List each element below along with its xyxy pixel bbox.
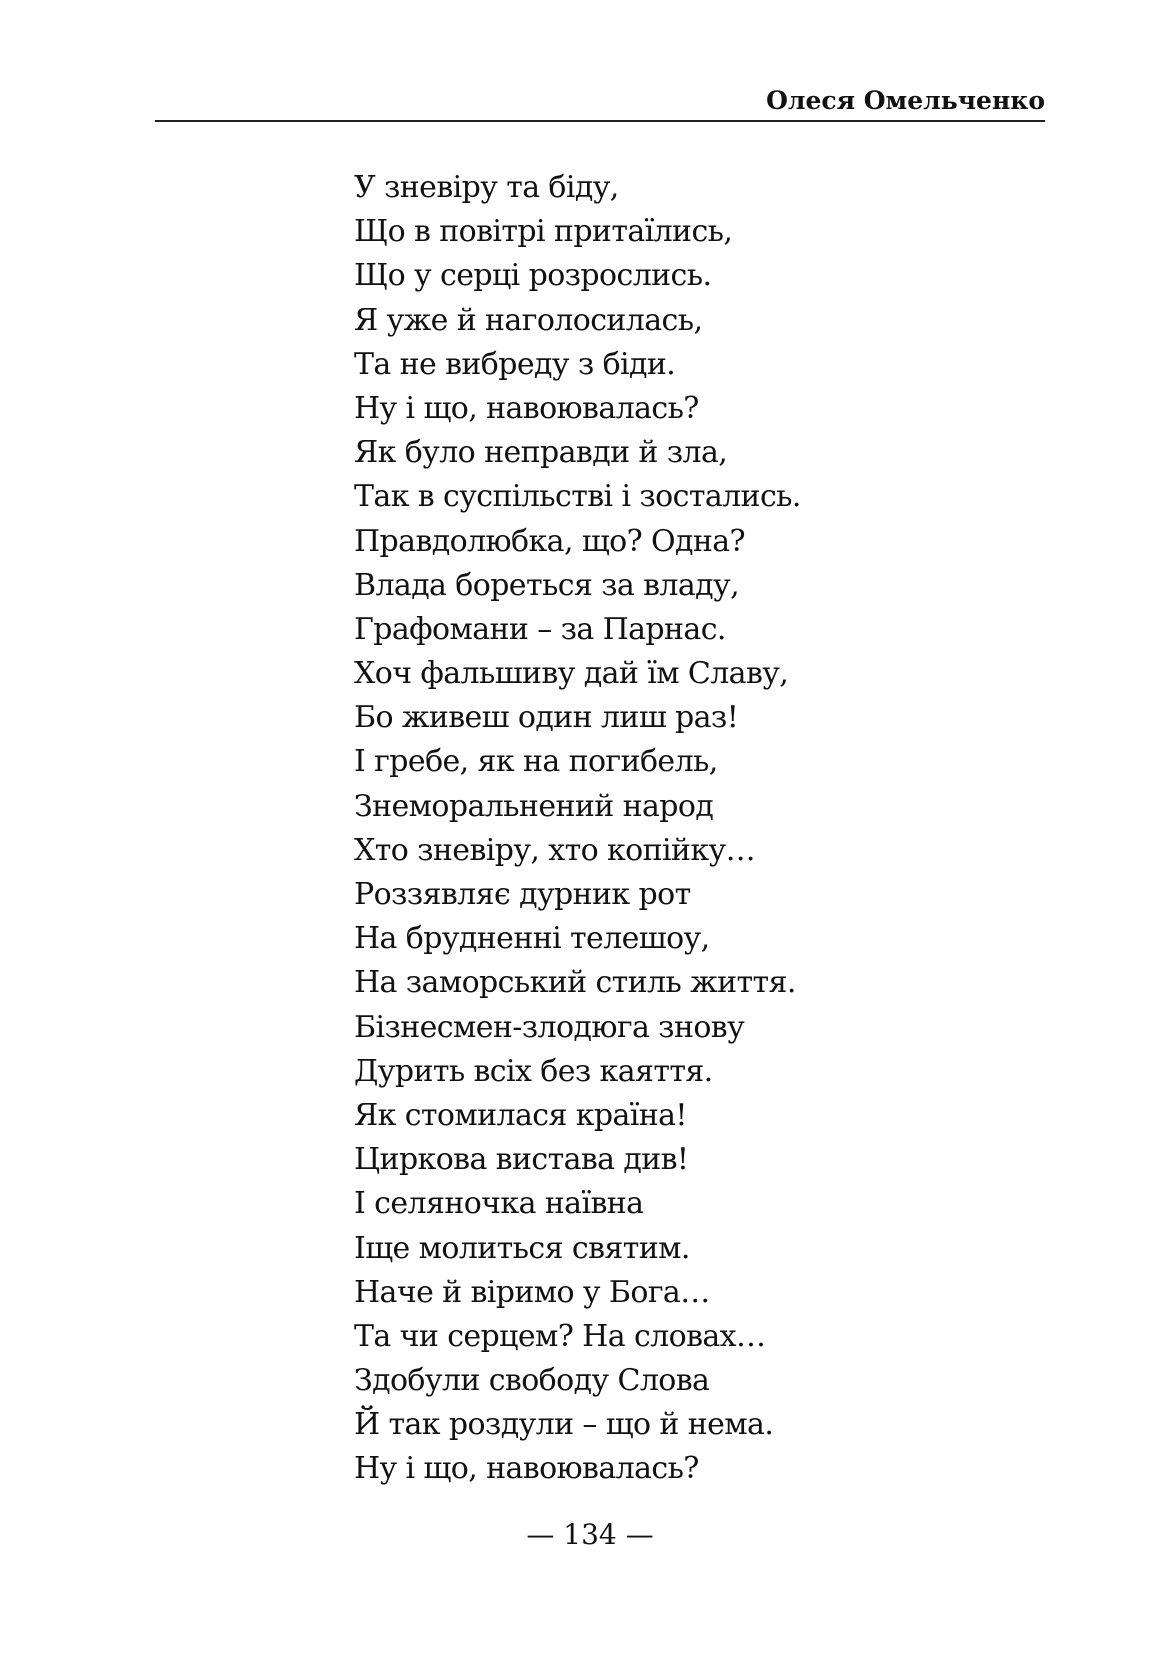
poem-line: Роззявляє дурник рот	[354, 877, 691, 912]
poem-line: Ну і що, навоювалась?	[354, 1451, 699, 1487]
poem-line: Ну і що, навоювалась?	[354, 390, 699, 426]
poem-line: Та не вибреду з біди.	[354, 346, 676, 382]
poem-line: На заморський стиль життя.	[354, 965, 796, 1001]
poem-line: Й так роздули – що й нема.	[354, 1407, 774, 1443]
poem-line: Наче й віримо у Бога…	[354, 1274, 710, 1310]
poem-line: Циркова вистава див!	[354, 1142, 689, 1178]
poem-line: Як стомилася країна!	[354, 1097, 687, 1133]
poem-line: І гребе, як на погибель,	[354, 744, 718, 780]
poem-line: Я уже й наголосилась,	[354, 302, 703, 338]
poem-line: Правдолюбка, що? Одна?	[354, 523, 746, 559]
poem-line: Та чи серцем? На словах…	[354, 1318, 766, 1354]
page-number: — 134 —	[526, 1518, 654, 1551]
poem-line: Бізнесмен-злодюга знову	[354, 1009, 745, 1045]
poem-line: Що у серці розрослись.	[354, 258, 712, 294]
poem-line: Графомани – за Парнас.	[354, 611, 726, 647]
poem-line: Дурить всіх без каяття.	[354, 1053, 713, 1089]
poem-line: У зневіру та біду,	[354, 170, 619, 205]
running-header-author: Олеся Омельченко	[766, 86, 1045, 115]
poem-line: Знеморальнений народ	[354, 788, 714, 824]
poem-line: На брудненні телешоу,	[354, 921, 710, 957]
poem-text	[354, 166, 1054, 1492]
poem-line: Так в суспільстві і зостались.	[354, 479, 801, 515]
poem-line: І селяночка наївна	[354, 1186, 644, 1222]
poem-line: Влада бореться за владу,	[354, 567, 740, 603]
poem-line: Іще молиться святим.	[354, 1230, 690, 1266]
poem-line: Хоч фальшиву дай їм Славу,	[354, 656, 789, 692]
poem-line: Бо живеш один лиш раз!	[354, 700, 739, 736]
header-rule	[155, 120, 1045, 122]
poem-line: Здобули свободу Слова	[354, 1363, 710, 1399]
poem-line: Хто зневіру, хто копійку…	[354, 832, 755, 868]
poem-line: Як було неправди й зла,	[354, 435, 728, 471]
poem-line: Що в повітрі притаїлись,	[354, 214, 733, 250]
